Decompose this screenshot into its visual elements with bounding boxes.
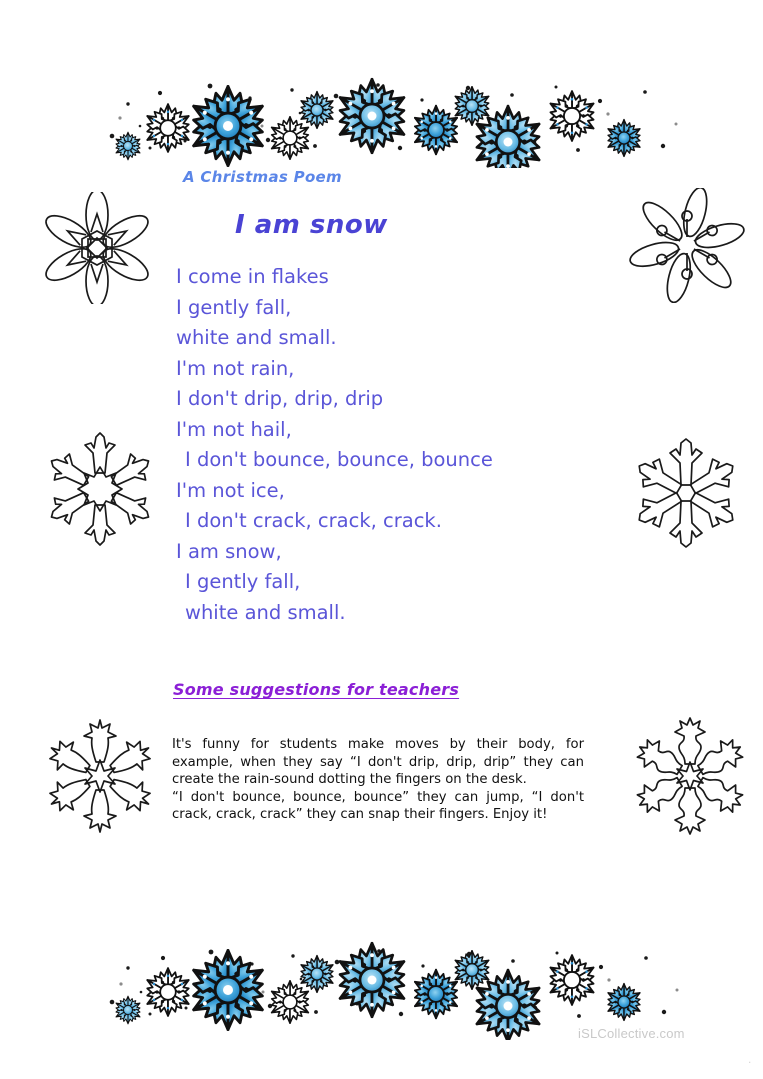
poem-line: white and small.	[176, 326, 337, 349]
suggestions-heading: Some suggestions for teachers	[173, 680, 460, 699]
snowflake-starburst-branch-icon	[36, 424, 164, 558]
poem-line: I gently fall,	[185, 570, 301, 593]
poem-line: I'm not ice,	[176, 478, 285, 502]
snowflake-clipart-border-icon	[0, 38, 763, 168]
poem-body	[176, 262, 576, 628]
suggestions-paragraph: It's funny for students make moves by their body, for example, when they say “I don't drip, drip, drip” they can create the rain-sound dotting the fingers on the desk.	[172, 737, 584, 788]
poem-line: white and small.	[185, 600, 346, 624]
poem-subtitle: A Christmas Poem	[183, 168, 342, 186]
poem-line: I'm not rain,	[176, 356, 295, 380]
page-title: I am snow	[235, 210, 388, 240]
watermark-dot: .	[748, 1052, 752, 1066]
snowflake-star-center-icon	[626, 712, 754, 844]
snowflake-star-tip-icon	[36, 712, 164, 844]
poem-line: I don't crack, crack, crack.	[185, 509, 442, 532]
watermark: iSLCollective.com	[578, 1026, 685, 1041]
suggestions-body	[172, 736, 584, 824]
poem-line: I gently fall,	[176, 295, 292, 319]
suggestions-paragraph: “I don't bounce, bounce, bounce” they can jump, “I don't crack, crack, crack” they can snap their fingers. Enjoy it!	[172, 789, 584, 823]
poem-line: I don't bounce, bounce, bounce	[185, 448, 493, 471]
poem-line: I'm not hail,	[176, 417, 292, 441]
poem-line: I come in flakes	[176, 265, 329, 288]
snowflake-petal-dot-icon	[625, 188, 750, 307]
snowflake-branch-icon	[622, 428, 750, 562]
poem-line: I am snow,	[176, 539, 282, 563]
snowflake-clipart-border-icon	[0, 910, 763, 1040]
poem-line: I don't drip, drip, drip	[176, 387, 384, 410]
snowflake-petal-hex-icon	[38, 192, 156, 308]
